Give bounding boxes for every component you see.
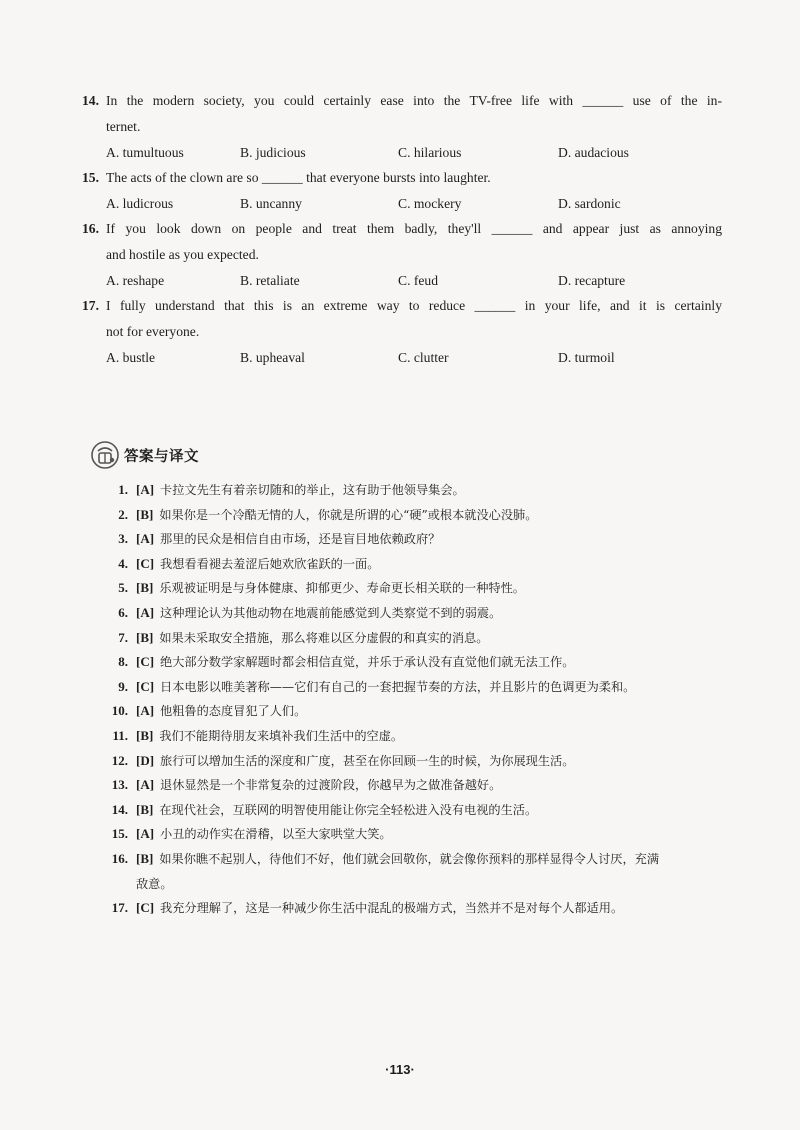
answer-translation: 那里的民众是相信自由市场，还是盲目地依赖政府？ bbox=[160, 532, 441, 547]
answer-number: 5. bbox=[118, 580, 128, 596]
answer-key: [C] bbox=[136, 678, 155, 694]
answer-translation: 退休显然是一个非常复杂的过渡阶段，你越早为之做准备越好。 bbox=[160, 778, 502, 793]
question-number: 17. bbox=[82, 298, 99, 313]
option-d: D. recapture bbox=[558, 273, 626, 288]
answer-translation-continued: 敌意。 bbox=[136, 876, 173, 891]
answer-key: [B] bbox=[136, 506, 154, 522]
answer-key: [A] bbox=[136, 531, 155, 547]
answer-key: [A] bbox=[136, 826, 155, 842]
answer-item bbox=[98, 478, 718, 503]
answer-list bbox=[98, 478, 718, 921]
answer-translation: 我们不能期待朋友来填补我们生活中的空虚。 bbox=[159, 728, 404, 743]
option-c: C. hilarious bbox=[398, 145, 462, 160]
answer-item bbox=[98, 675, 718, 700]
question-text-continued: ternet. bbox=[106, 119, 141, 134]
question-text-continued: and hostile as you expected. bbox=[106, 247, 259, 262]
answer-translation: 这种理论认为其他动物在地震前能感觉到人类察觉不到的弱震。 bbox=[160, 605, 502, 620]
answer-item bbox=[98, 576, 718, 601]
answer-key: [D] bbox=[136, 752, 155, 768]
answer-key: [A] bbox=[136, 482, 155, 497]
answer-item bbox=[98, 552, 718, 577]
option-b: B. uncanny bbox=[240, 196, 302, 211]
answer-item bbox=[98, 503, 718, 528]
answer-number: 6. bbox=[118, 604, 128, 620]
question-number: 16. bbox=[82, 221, 99, 236]
answer-key: [A] bbox=[136, 777, 155, 793]
question-text: The acts of the clown are so ______ that everyone bursts into laughter. bbox=[106, 170, 491, 185]
question-stem bbox=[82, 165, 722, 191]
option-b: B. judicious bbox=[240, 145, 306, 160]
answer-translation: 如果你是一个冷酷无情的人，你就是所谓的心“硬”或根本就没心没肺。 bbox=[159, 507, 538, 522]
answer-key: [C] bbox=[136, 654, 155, 670]
option-a: A. reshape bbox=[106, 273, 165, 288]
answer-translation: 他粗鲁的态度冒犯了人们。 bbox=[160, 704, 307, 719]
answer-item bbox=[98, 626, 718, 651]
option-row bbox=[82, 345, 722, 370]
answer-item bbox=[98, 847, 718, 872]
answer-key: [C] bbox=[136, 555, 155, 571]
question-text: I fully understand that this is an extreme way to reduce ______ in your life, and it is certainly bbox=[106, 298, 722, 313]
answer-key: [A] bbox=[136, 703, 155, 719]
answer-number: 7. bbox=[118, 629, 128, 645]
option-row bbox=[82, 140, 722, 165]
option-row bbox=[82, 268, 722, 293]
answer-key: [B] bbox=[136, 629, 154, 645]
question-item bbox=[82, 165, 722, 216]
answer-key: [B] bbox=[136, 580, 154, 596]
option-b: B. retaliate bbox=[240, 273, 300, 288]
answer-item bbox=[98, 699, 718, 724]
answer-item bbox=[98, 724, 718, 749]
question-stem bbox=[82, 293, 722, 319]
question-item bbox=[82, 216, 722, 293]
answer-translation: 绝大部分数学家解题时都会相信直觉，并乐于承认没有直觉他们就无法工作。 bbox=[160, 655, 575, 670]
question-text: In the modern society, you could certainly ease into the TV-free life with ______ use of the in- bbox=[106, 93, 722, 108]
answer-translation: 小丑的动作实在滑稽，以至大家哄堂大笑。 bbox=[160, 827, 392, 842]
answer-number: 17. bbox=[111, 900, 128, 916]
answer-translation: 我充分理解了，这是一种减少你生活中混乱的极端方式，当然并不是对每个人都适用。 bbox=[160, 901, 624, 916]
page-number: ·113· bbox=[385, 1062, 415, 1077]
question-item bbox=[82, 293, 722, 370]
option-c: C. mockery bbox=[398, 196, 462, 211]
answer-translation: 如果你瞧不起别人，待他们不好，他们就会回敬你，就会像你预料的那样显得令人讨厌，充满 bbox=[159, 851, 660, 866]
question-number: 15. bbox=[82, 170, 99, 185]
answer-number: 2. bbox=[118, 506, 128, 522]
answer-translation: 日本电影以唯美著称——它们有自己的一套把握节奏的方法，并且影片的色调更为柔和。 bbox=[160, 679, 636, 694]
answer-item bbox=[98, 749, 718, 774]
answer-translation: 乐观被证明是与身体健康、抑郁更少、寿命更长相关联的一种特性。 bbox=[159, 581, 525, 596]
option-a: A. ludicrous bbox=[106, 196, 174, 211]
answer-number: 4. bbox=[118, 555, 128, 571]
answer-item bbox=[98, 822, 718, 847]
answers-section-header bbox=[90, 440, 199, 470]
question-list bbox=[82, 88, 722, 370]
option-a: A. bustle bbox=[106, 350, 156, 365]
option-c: C. feud bbox=[398, 273, 439, 288]
option-c: C. clutter bbox=[398, 350, 449, 365]
answer-number: 12. bbox=[111, 752, 128, 768]
option-d: D. sardonic bbox=[558, 196, 621, 211]
answer-key: [B] bbox=[136, 850, 154, 866]
answer-number: 16. bbox=[111, 850, 128, 866]
question-number: 14. bbox=[82, 93, 99, 108]
answer-key: [B] bbox=[136, 801, 154, 817]
answer-translation: 我想看看褪去羞涩后她欢欣雀跃的一面。 bbox=[160, 556, 380, 571]
answer-number: 1. bbox=[118, 482, 128, 497]
answer-number: 15. bbox=[111, 826, 128, 842]
answer-item bbox=[98, 650, 718, 675]
answer-translation: 如果未采取安全措施，那么将难以区分虚假的和真实的消息。 bbox=[159, 630, 489, 645]
answer-number: 10. bbox=[111, 703, 128, 719]
question-text: If you look down on people and treat them badly, they'll ______ and appear just as annoying bbox=[106, 221, 722, 236]
option-d: D. turmoil bbox=[558, 350, 615, 365]
answer-key: [A] bbox=[136, 604, 155, 620]
question-text-continued: not for everyone. bbox=[106, 324, 200, 339]
answer-key: [B] bbox=[136, 727, 154, 743]
question-item bbox=[82, 88, 722, 165]
answer-key: [C] bbox=[136, 900, 155, 916]
answer-number: 9. bbox=[118, 678, 128, 694]
answers-section-title: 答案与译文 bbox=[124, 448, 199, 465]
answer-number: 3. bbox=[118, 531, 128, 547]
answer-book-icon bbox=[90, 440, 120, 470]
answer-item bbox=[98, 773, 718, 798]
answer-item bbox=[98, 798, 718, 823]
answer-number: 14. bbox=[111, 801, 128, 817]
answer-translation: 卡拉文先生有着亲切随和的举止，这有助于他领导集会。 bbox=[160, 483, 465, 497]
option-d: D. audacious bbox=[558, 145, 629, 160]
answer-item bbox=[98, 601, 718, 626]
option-a: A. tumultuous bbox=[106, 145, 184, 160]
option-row bbox=[82, 191, 722, 216]
question-stem bbox=[82, 216, 722, 242]
answer-number: 13. bbox=[111, 777, 128, 793]
answer-translation: 在现代社会，互联网的明智使用能让你完全轻松进入没有电视的生活。 bbox=[159, 802, 538, 817]
answer-number: 8. bbox=[118, 654, 128, 670]
question-stem bbox=[82, 88, 722, 114]
answer-item bbox=[98, 527, 718, 552]
option-b: B. upheaval bbox=[240, 350, 305, 365]
answer-item bbox=[98, 896, 718, 921]
answer-number: 11. bbox=[112, 727, 128, 743]
answer-translation: 旅行可以增加生活的深度和广度，甚至在你回顾一生的时候，为你展现生活。 bbox=[160, 753, 575, 768]
